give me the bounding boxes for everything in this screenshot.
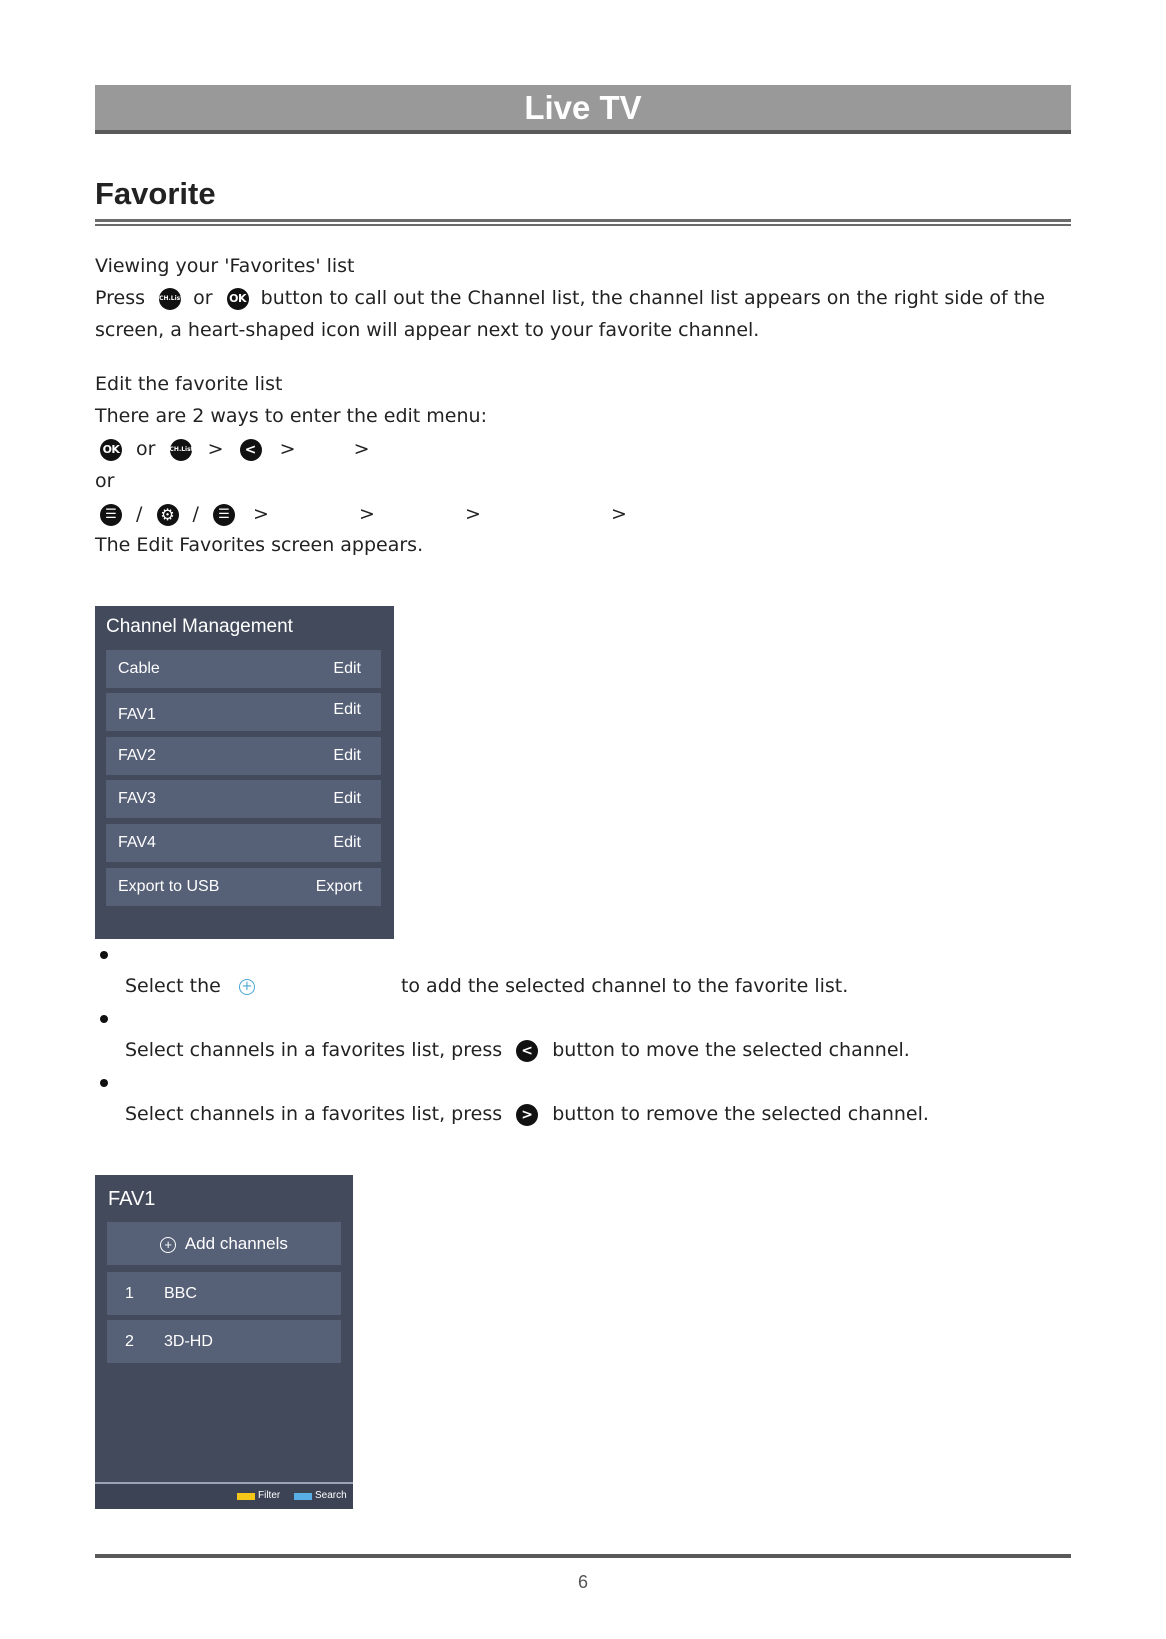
viewing-heading: Viewing your 'Favorites' list <box>95 255 355 277</box>
add-plus-icon: + <box>160 1237 176 1253</box>
edit-way-1 <box>100 438 369 461</box>
viewing-line-1 <box>95 287 1045 310</box>
row-label: Export to USB <box>118 878 220 895</box>
add-channels-label: Add channels <box>184 1234 288 1253</box>
edit-intro: There are 2 ways to enter the edit menu: <box>95 405 487 427</box>
ok-button-icon: OK <box>100 439 122 461</box>
export-button[interactable]: Export <box>315 878 362 895</box>
add-suffix: to add the selected channel to the favorite list. <box>400 975 849 997</box>
bullet-remove <box>125 1103 929 1126</box>
press-text: Press <box>95 287 146 309</box>
menu-icon: ☰ <box>100 504 122 526</box>
bullet-dot <box>100 1079 108 1087</box>
right-arrow-icon: > <box>516 1104 538 1126</box>
edit-button[interactable]: Edit <box>333 834 361 851</box>
footer-rule <box>95 1554 1071 1558</box>
bullet-dot <box>100 1015 108 1023</box>
add-prefix: Select the <box>125 975 221 997</box>
search-label: Search <box>315 1490 347 1501</box>
ch-list-button-icon: CH.List <box>170 439 192 461</box>
row-label: FAV3 <box>118 790 156 807</box>
separator: > <box>253 503 269 525</box>
edit-button[interactable]: Edit <box>333 660 361 677</box>
separator: > <box>279 438 296 460</box>
row-label: FAV4 <box>118 834 156 851</box>
blue-key-icon <box>294 1493 312 1500</box>
row-label: Cable <box>118 660 160 677</box>
channel-management-panel <box>95 606 394 939</box>
left-arrow-icon: < <box>516 1040 538 1062</box>
section-rule <box>95 219 1071 222</box>
viewing-line-1-rest: button to call out the Channel list, the channel list appears on the right side of the <box>260 287 1045 309</box>
edit-heading: Edit the favorite list <box>95 373 283 395</box>
add-plus-icon: + <box>239 979 255 995</box>
page-number: 6 <box>577 1572 588 1592</box>
fav-channel-row[interactable] <box>107 1272 341 1315</box>
or-text: or <box>136 438 156 460</box>
remove-prefix: Select channels in a favorites list, press <box>125 1103 503 1125</box>
edit-result: The Edit Favorites screen appears. <box>95 534 424 556</box>
channel-name: BBC <box>164 1285 197 1302</box>
separator: > <box>610 503 627 525</box>
separator: > <box>464 503 481 525</box>
move-prefix: Select channels in a favorites list, press <box>125 1039 503 1061</box>
or-text: or <box>193 287 213 309</box>
channel-number: 2 <box>125 1333 134 1350</box>
bullet-move <box>125 1039 910 1062</box>
edit-way-2 <box>100 503 627 526</box>
channel-name: 3D-HD <box>164 1333 213 1350</box>
fav-panel-title: FAV1 <box>108 1188 156 1210</box>
edit-button[interactable]: Edit <box>333 747 361 764</box>
filter-label: Filter <box>258 1490 281 1501</box>
ok-button-icon: OK <box>227 288 249 310</box>
channel-row-export[interactable] <box>106 868 381 906</box>
edit-button[interactable]: Edit <box>333 790 361 807</box>
slash-text: / <box>192 503 199 525</box>
move-suffix: button to move the selected channel. <box>552 1039 910 1061</box>
channel-management-title: Channel Management <box>106 616 293 637</box>
yellow-key-icon <box>237 1493 255 1500</box>
channel-row-fav3[interactable] <box>106 780 381 818</box>
separator: > <box>207 438 224 460</box>
legend-bar <box>95 1484 353 1509</box>
row-label: FAV2 <box>118 747 156 764</box>
left-arrow-icon: < <box>240 439 262 461</box>
fav-list-panel <box>95 1175 353 1509</box>
row-label: FAV1 <box>118 706 156 723</box>
channel-row-fav4[interactable] <box>106 824 381 862</box>
ch-list-button-icon: CH.List <box>159 288 181 310</box>
channel-row-cable[interactable] <box>106 650 381 688</box>
fav-channel-row[interactable] <box>107 1320 341 1363</box>
bullet-add <box>125 975 848 997</box>
channel-row-fav1[interactable] <box>106 693 381 731</box>
viewing-line-2: screen, a heart-shaped icon will appear next to your favorite channel. <box>95 319 760 341</box>
remove-suffix: button to remove the selected channel. <box>552 1103 929 1125</box>
bullet-dot <box>100 951 108 959</box>
edit-button[interactable]: Edit <box>333 701 361 718</box>
chapter-title: Live TV <box>524 89 642 126</box>
or-line: or <box>95 470 115 492</box>
section-title: Favorite <box>95 176 216 211</box>
channel-number: 1 <box>125 1285 134 1302</box>
slash-text: / <box>136 503 143 525</box>
channel-row-fav2[interactable] <box>106 737 381 775</box>
separator: > <box>359 503 375 525</box>
menu-icon: ☰ <box>213 504 235 526</box>
add-channels-button[interactable] <box>107 1222 341 1265</box>
chapter-header <box>95 85 1071 134</box>
gear-icon: ⚙ <box>157 504 179 526</box>
section-rule-lower <box>95 224 1071 226</box>
separator: > <box>353 438 370 460</box>
